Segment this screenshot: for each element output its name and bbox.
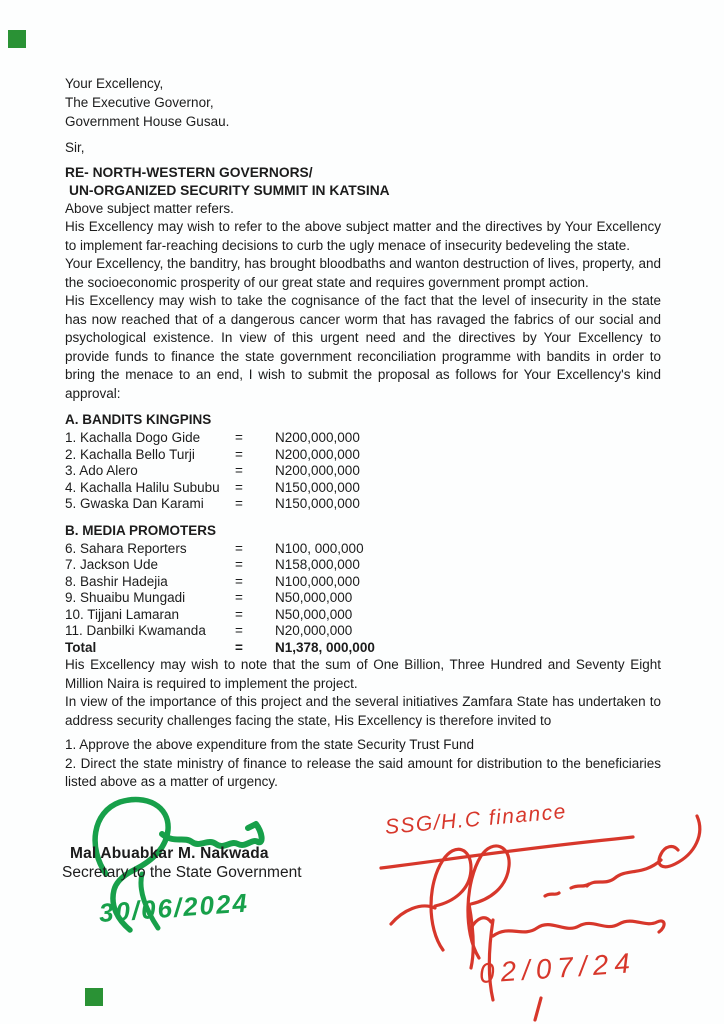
address-line: The Executive Governor,	[65, 95, 214, 110]
row-amount: N100, 000,000	[275, 540, 364, 556]
row-equals: =	[235, 590, 243, 605]
total-equals: =	[235, 639, 243, 655]
table-row	[65, 607, 661, 624]
table-row	[65, 480, 661, 497]
signature-zigzag	[162, 824, 262, 846]
address-line: Government House Gusau.	[65, 114, 230, 129]
row-equals: =	[235, 573, 243, 589]
table-row	[65, 574, 661, 591]
subject-line-2: UN-ORGANIZED SECURITY SUMMIT IN KATSINA	[69, 182, 390, 198]
address-line: Your Excellency,	[65, 76, 164, 91]
row-amount: N150,000,000	[275, 496, 360, 511]
row-label: 5. Gwaska Dan Karami	[65, 496, 204, 511]
red-routing-note: SSG/H.C finance	[384, 800, 568, 839]
row-amount: N200,000,000	[275, 430, 360, 445]
signatory-name: Mal Abuabkar M. Nakwada	[70, 845, 269, 862]
row-equals: =	[235, 623, 243, 638]
green-stamp-square-bottom	[85, 988, 103, 1006]
red-flourish	[659, 816, 700, 867]
row-amount: N200,000,000	[275, 463, 360, 478]
row-equals: =	[235, 463, 243, 478]
row-amount: N150,000,000	[275, 479, 360, 495]
paragraph-directives-intro: His Excellency may wish to refer to the above subject matter and the directives by Your Excellency to implement far-reaching decisions to curb the ugly menace of insecurity bedeveling the state.	[65, 219, 661, 253]
table-row	[65, 463, 661, 480]
row-equals: =	[235, 540, 243, 556]
row-amount: N20,000,000	[275, 623, 353, 638]
section-a-heading: A. BANDITS KINGPINS	[65, 412, 212, 427]
total-amount: N1,378, 000,000	[275, 639, 375, 655]
signatory-handwritten-date: 30/06/2024	[98, 887, 250, 928]
paragraph-sum-note: His Excellency may wish to note that the sum of One Billion, Three Hundred and Seventy Eight Million Naira is required to implement the project.	[65, 657, 661, 691]
table-row	[65, 496, 661, 513]
red-mid-dashes	[545, 884, 589, 896]
directive-1: 1. Approve the above expenditure from the state Security Trust Fund	[65, 737, 474, 752]
table-row	[65, 590, 661, 607]
row-label: 7. Jackson Ude	[65, 557, 159, 572]
section-b-heading: B. MEDIA PROMOTERS	[65, 522, 217, 538]
table-row	[65, 623, 661, 640]
red-annotation-scribbles	[375, 808, 720, 1023]
table-row	[65, 430, 661, 447]
red-date-tail	[535, 998, 541, 1020]
row-equals: =	[235, 606, 243, 622]
row-amount: N50,000,000	[275, 606, 353, 622]
red-handwritten-date: 02/07/24	[478, 947, 637, 989]
recipient-address	[65, 74, 661, 131]
row-label: 4. Kachalla Halilu Sububu	[65, 479, 220, 495]
row-label: 10. Tijjani Lamaran	[65, 606, 180, 622]
row-label: 11. Danbilki Kwamanda	[65, 623, 206, 638]
row-label: 2. Kachalla Bello Turji	[65, 446, 195, 462]
total-row	[65, 640, 661, 657]
subject-heading	[65, 164, 661, 200]
paragraph-proposal: His Excellency may wish to take the cognisance of the fact that the level of insecurity in the state has now reached that of a dangerous cancer worm that has ravaged the fabrics of our social and psychological existence. In view of this urgent need and the directives by Your Excellency to provide funds to finance the state government reconciliation programme with bandits in order to bring the menace to an end, I wish to submit the proposal as follows for Your Excellency's kind approval:	[65, 293, 661, 401]
row-equals: =	[235, 496, 243, 511]
row-label: 1. Kachalla Dogo Gide	[65, 430, 201, 445]
table-row	[65, 541, 661, 558]
row-equals: =	[235, 479, 243, 495]
row-label: 6. Sahara Reporters	[65, 540, 187, 556]
row-label: 9. Shuaibu Mungadi	[65, 590, 186, 605]
row-amount: N100,000,000	[275, 573, 360, 589]
paragraph-invitation: In view of the importance of this project and the several initiatives Zamfara State has undertaken to address security challenges facing the state, His Excellency is therefore invited to	[65, 694, 661, 728]
row-label: 3. Ado Alero	[65, 463, 138, 478]
row-amount: N200,000,000	[275, 446, 360, 462]
paragraph-refers: Above subject matter refers.	[65, 200, 234, 216]
row-amount: N50,000,000	[275, 590, 353, 605]
row-amount: N158,000,000	[275, 557, 360, 572]
section-b-list	[65, 541, 661, 657]
letter-body	[65, 74, 661, 792]
section-a-list	[65, 430, 661, 513]
row-equals: =	[235, 557, 243, 572]
salutation: Sir,	[65, 140, 85, 155]
row-equals: =	[235, 446, 243, 462]
directive-2: 2. Direct the state ministry of finance to release the said amount for distribution to the beneficiaries listed above as a matter of urgency.	[65, 755, 661, 789]
green-stamp-square-top	[8, 30, 26, 48]
total-label: Total	[65, 639, 97, 655]
table-row	[65, 447, 661, 464]
red-mid-squiggle	[587, 860, 661, 886]
subject-line-1: RE- NORTH-WESTERN GOVERNORS/	[65, 164, 313, 180]
row-label: 8. Bashir Hadejia	[65, 573, 168, 589]
table-row	[65, 557, 661, 574]
signatory-title: Secretary to the State Government	[62, 864, 302, 881]
paragraph-banditry: Your Excellency, the banditry, has brought bloodbaths and wanton destruction of lives, property, and the socioeconomic prosperity of our great state and requires government prompt action.	[65, 256, 661, 290]
row-equals: =	[235, 430, 243, 445]
